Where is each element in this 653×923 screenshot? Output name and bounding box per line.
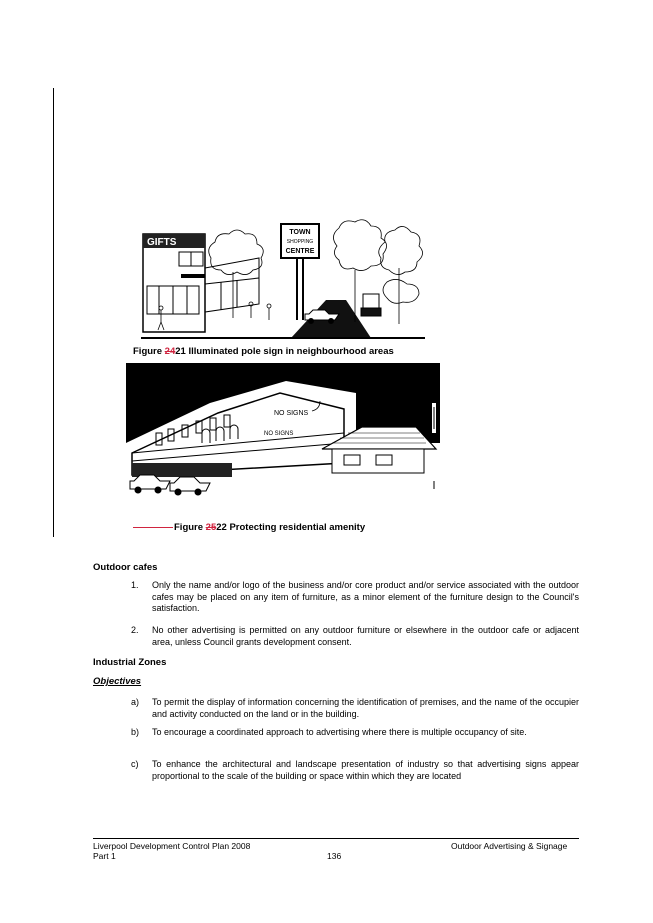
list-item-text: To permit the display of information concerning the identification of premises, and the name of the occupier and activity conducted on the land or in the building. bbox=[152, 697, 579, 719]
list-item-marker: c) bbox=[131, 759, 139, 769]
footer-document-title: Liverpool Development Control Plan 2008 bbox=[93, 841, 251, 851]
subheading-objectives: Objectives bbox=[93, 676, 142, 687]
figure-caption-residential-amenity bbox=[133, 522, 365, 533]
pole-sign-line-3: CENTRE bbox=[285, 248, 315, 255]
list-item-text: No other advertising is permitted on any outdoor furniture or elsewhere in the outdoor cafe or adjacent area, unless Council grants development consent. bbox=[152, 625, 579, 647]
list-item-text: To enhance the architectural and landscape presentation of industry so that advertising signs appear proportional to the scale of the building or space within which they are located bbox=[152, 759, 579, 781]
list-item bbox=[131, 625, 579, 648]
deleted-figure-number: 25 bbox=[205, 522, 217, 533]
pole-sign-illustration bbox=[141, 212, 427, 342]
footer-rule bbox=[93, 838, 579, 839]
deleted-figure-number: 24 bbox=[164, 346, 176, 357]
list-item-text: Only the name and/or logo of the business and/or core product and/or service associated with the outdoor cafes may be placed on any item of furniture, as a minor element of the furniture design to the Council's satisfaction. bbox=[152, 580, 579, 614]
revision-change-bar bbox=[53, 88, 54, 536]
footer-section-title: Outdoor Advertising & Signage bbox=[451, 841, 568, 851]
no-signs-annotation-upper: NO SIGNS bbox=[274, 410, 309, 417]
list-item bbox=[131, 759, 579, 782]
list-item-marker: 1. bbox=[131, 580, 139, 590]
section-heading-industrial-zones: Industrial Zones bbox=[93, 657, 167, 668]
list-item-marker: b) bbox=[131, 727, 140, 737]
list-item bbox=[131, 580, 579, 615]
caption-prefix: Figure bbox=[174, 522, 206, 533]
caption-text: 22 Protecting residential amenity bbox=[216, 522, 366, 533]
caption-prefix: Figure bbox=[133, 346, 165, 357]
residential-amenity-illustration bbox=[126, 363, 440, 499]
shop-sign-text: GIFTS bbox=[147, 237, 177, 248]
no-signs-annotation-lower: NO SIGNS bbox=[264, 431, 294, 437]
list-item bbox=[131, 697, 579, 720]
section-heading-outdoor-cafes: Outdoor cafes bbox=[93, 562, 158, 573]
caption-text: 21 Illuminated pole sign in neighbourhood areas bbox=[175, 346, 394, 357]
pole-sign-line-2: SHOPPING bbox=[286, 239, 314, 245]
pole-sign-line-1: TOWN bbox=[289, 229, 311, 236]
figure-caption-pole-sign bbox=[133, 346, 394, 357]
list-item-marker: a) bbox=[131, 697, 140, 707]
revision-change-bar-lower bbox=[53, 503, 54, 537]
deleted-caption-leader bbox=[133, 527, 173, 528]
list-item bbox=[131, 727, 579, 739]
footer-part: Part 1 bbox=[93, 851, 116, 861]
list-item-marker: 2. bbox=[131, 625, 139, 635]
footer-left bbox=[93, 841, 250, 861]
footer-page-number: 136 bbox=[327, 851, 342, 861]
list-item-text: To encourage a coordinated approach to advertising where there is multiple occupancy of site. bbox=[152, 727, 527, 737]
